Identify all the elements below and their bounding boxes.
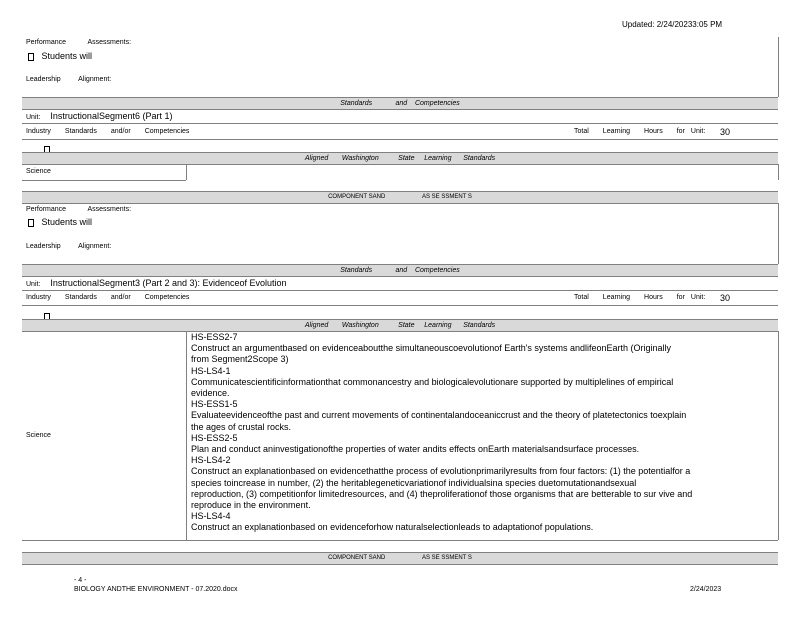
bullet-box-icon (28, 53, 34, 61)
right-border (778, 164, 779, 180)
standard-line: HS-ESS2-5 (191, 432, 238, 443)
hours-value-2: 30 (720, 293, 731, 303)
standard-line: reproduction, (3) competitionfor limitedresources, and (4) theproliferationof those organisms that are betterable to sur vive and (191, 488, 693, 499)
standard-line: HS-ESS2-7 (191, 332, 238, 342)
standard-line: HS-ESS1-5 (191, 399, 238, 410)
performance-label: Performance Assessments: (26, 39, 132, 46)
divider (22, 139, 778, 140)
science-label-2: Science (26, 432, 51, 439)
standard-line: from Segment2Scope 3) (191, 354, 289, 365)
standard-line: Construct an explanationbased on evidenceforhow naturalselectionleads to adaptationof populations. (191, 522, 594, 533)
total-hours-label-2: Total Learning Hours for Unit: (574, 294, 706, 301)
standard-line: Construct an explanationbased on evidencethatthe process of evolutionprimarilyresults from four factors: (1) the potentialfor a (191, 466, 691, 477)
right-border (778, 37, 779, 97)
bullet-box-icon (28, 219, 34, 227)
divider (22, 290, 778, 291)
divider (22, 305, 778, 306)
hours-value: 30 (720, 127, 731, 137)
right-border (778, 331, 779, 540)
standard-line: reproduce in the environment. (191, 500, 311, 511)
standards-list (191, 332, 776, 534)
unit-title-row: Unit: InstructionalSegment6 (Part 1) (26, 111, 173, 121)
total-hours-label: Total Learning Hours for Unit: (574, 128, 706, 135)
aligned-standards-bar: Aligned Washington State Learning Standards (22, 152, 778, 165)
standard-line: the ages of crustal rocks. (191, 421, 292, 432)
column-divider (186, 331, 187, 540)
standard-line: Construct an argumentbased on evidenceaboutthe simultaneouscoevolutionof Earth's systems andlifeonEarth (Originally (191, 343, 671, 354)
standard-line: HS-LS4-4 (191, 511, 231, 522)
standard-line: species toincrease in number, (2) the heritablegeneticvariationof individualsina species duetomutationandsexual (191, 477, 637, 488)
standard-line: HS-LS4-2 (191, 455, 231, 466)
right-border (778, 203, 779, 264)
students-will-line: Students will (28, 51, 92, 61)
footer-date: 2/24/2023 (690, 586, 722, 593)
updated-timestamp: Updated: 2/24/20233:05 PM (622, 20, 723, 29)
aligned-standards-bar-2: Aligned Washington State Learning Standards (22, 319, 778, 332)
divider (22, 123, 778, 124)
standard-line: HS-LS4-1 (191, 365, 231, 376)
standard-line: Communicatescientificinformationthat commonancestry and biologicalevolutionare supported by multiplelines of empirical (191, 376, 674, 387)
science-label: Science (26, 168, 51, 175)
components-assessments-bar-2: COMPONENT SAND AS SE SSMENT S (22, 552, 778, 565)
performance-label-2: Performance Assessments: (26, 206, 132, 213)
industry-standards-row-2: Industry Standards and/or Competencies (26, 294, 190, 301)
leadership-alignment: Leadership Alignment: (26, 76, 112, 83)
standards-competencies-bar-2: Standards and Competencies (22, 264, 778, 277)
industry-standards-row: Industry Standards and/or Competencies (26, 128, 190, 135)
standard-line: Plan and conduct aninvestigationofthe properties of water andits effects onEarth materialsandsurface processes. (191, 444, 640, 455)
divider (22, 540, 778, 541)
document-name: BIOLOGY ANDTHE ENVIRONMENT - 07.2020.docx (74, 586, 238, 593)
leadership-alignment-2: Leadership Alignment: (26, 243, 112, 250)
standard-line: Evaluateevidenceofthe past and current movements of continentalandoceaniccrust and the theory of platetectonics toexplain (191, 410, 687, 421)
page-number: - 4 - (74, 577, 87, 584)
standard-line: evidence. (191, 388, 230, 399)
column-divider (186, 164, 187, 180)
students-will-line-2: Students will (28, 217, 92, 227)
divider (22, 180, 186, 181)
standards-competencies-bar: Standards and Competencies (22, 97, 778, 110)
unit-title-row-2: Unit: InstructionalSegment3 (Part 2 and 3): Evidenceof Evolution (26, 278, 287, 288)
components-assessments-bar: COMPONENT SAND AS SE SSMENT S (22, 191, 778, 204)
